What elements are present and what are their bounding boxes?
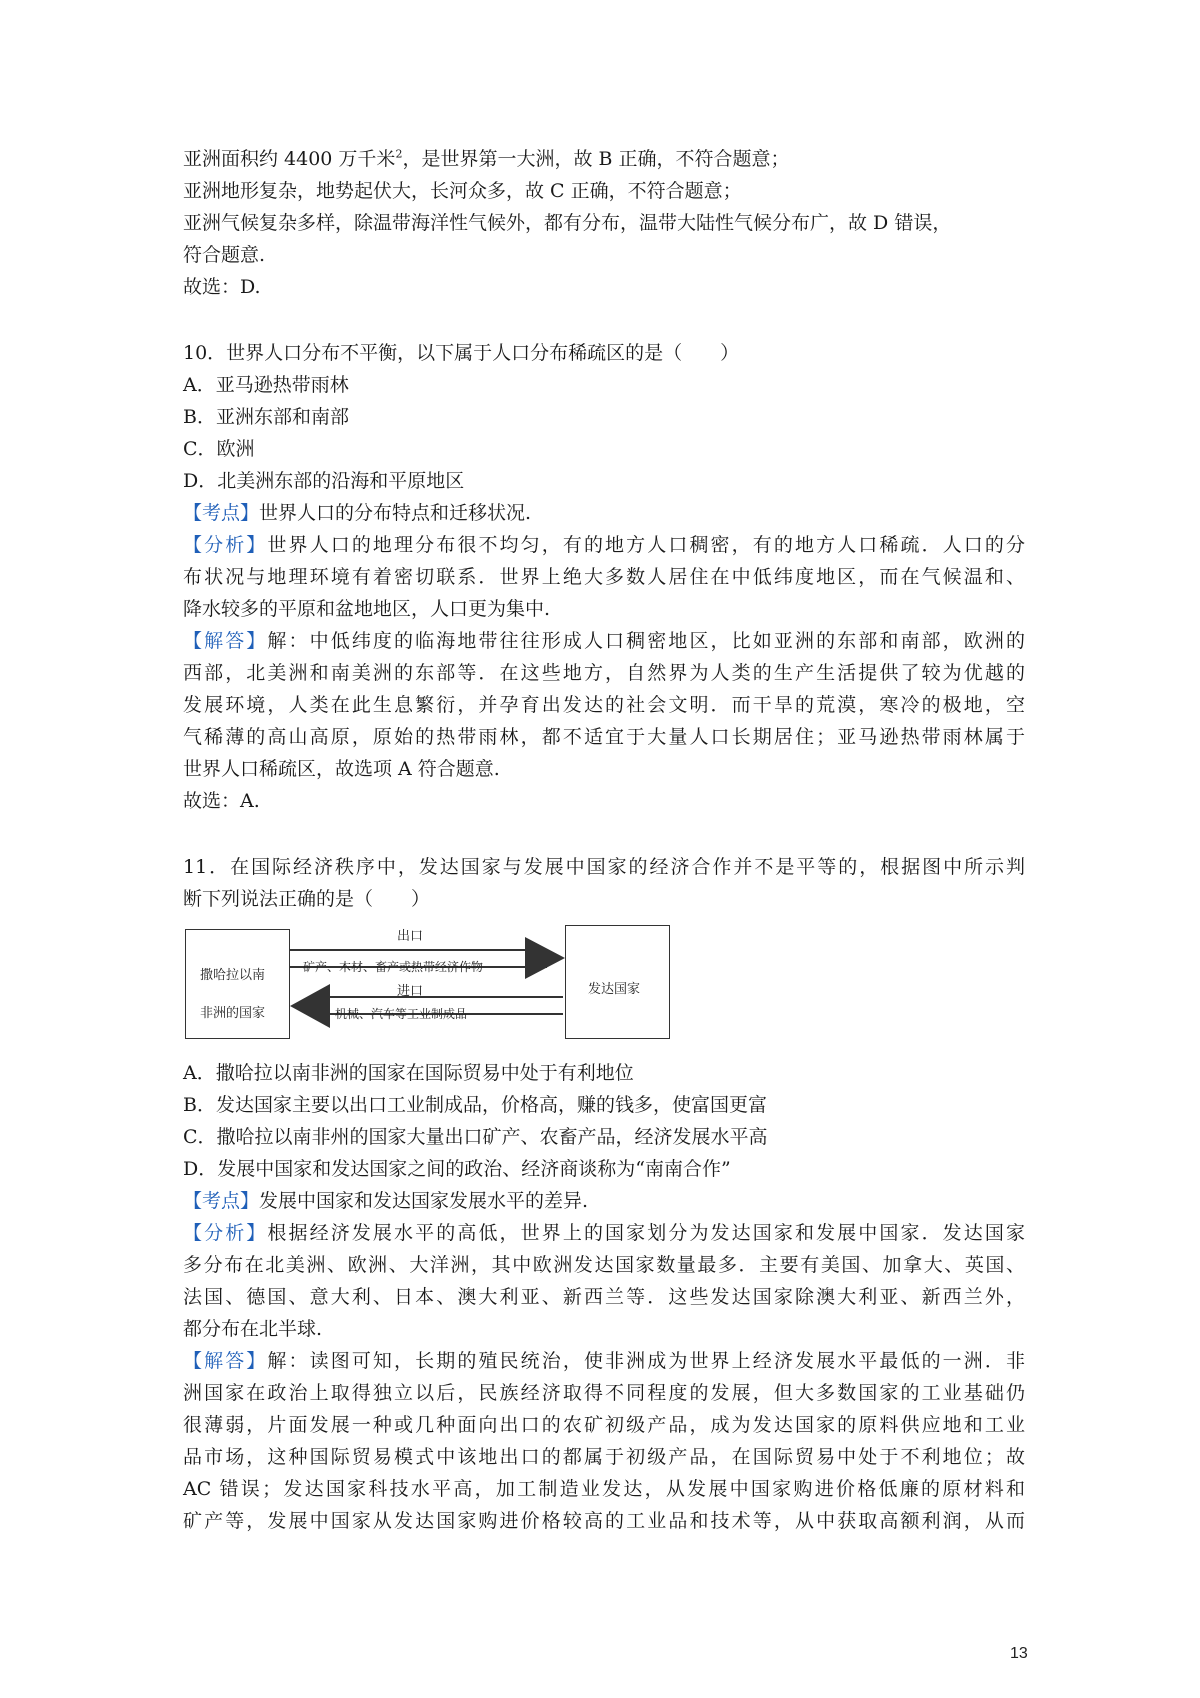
text-line xyxy=(183,143,1025,175)
africa-box-label: 非洲的国家 xyxy=(200,1006,266,1021)
text-line: 符合题意. xyxy=(183,244,266,266)
option-c: C．撒哈拉以南非州的国家大量出口矿产、农畜产品，经济发展水平高 xyxy=(183,1126,768,1148)
question-11-cont: 断下列说法正确的是（ ） xyxy=(183,888,431,910)
trade-diagram xyxy=(185,919,710,1047)
fenxi-line: 布状况与地理环境有着密切联系．世界上绝大多数人居住在中低纬度地区，而在气候温和、 xyxy=(183,566,1025,588)
kaodian-text: 世界人口的分布特点和迁移状况. xyxy=(259,502,532,524)
africa-box xyxy=(185,929,290,1039)
answer-line: 故选：D. xyxy=(183,276,261,298)
option-d: D．发展中国家和发达国家之间的政治、经济商谈称为“南南合作” xyxy=(183,1158,731,1180)
jieda-text: 解：中低纬度的临海地带往往形成人口稠密地区，比如亚洲的东部和南部，欧洲的 xyxy=(267,630,1025,652)
fenxi-tag: 【分析】 xyxy=(183,1222,268,1244)
export-items: 矿产、木材、畜产或热带经济作物 xyxy=(303,960,484,974)
fenxi-line: 法国、德国、意大利、日本、澳大利亚、新西兰等．这些发达国家除澳大利亚、新西兰外， xyxy=(183,1286,1025,1308)
export-arrowhead xyxy=(525,937,565,979)
jieda-line: 品市场，这种国际贸易模式中该地出口的都属于初级产品，在国际贸易中处于不利地位；故 xyxy=(183,1446,1025,1468)
fenxi-text: 根据经济发展水平的高低，世界上的国家划分为发达国家和发展中国家．发达国家 xyxy=(267,1222,1025,1244)
text-segment: 亚洲面积约 4400 万千米 xyxy=(183,148,396,170)
option-b: B．发达国家主要以出口工业制成品，价格高，赚的钱多，使富国更富 xyxy=(183,1094,767,1116)
fenxi-text: 世界人口的地理分布很不均匀，有的地方人口稠密，有的地方人口稀疏．人口的分 xyxy=(267,534,1025,556)
jieda-line xyxy=(183,1345,1025,1377)
answer-line: 故选：A. xyxy=(183,790,260,812)
kaodian-line xyxy=(183,1185,1025,1217)
jieda-line: 洲国家在政治上取得独立以后，民族经济取得不同程度的发展，但大多数国家的工业基础仍 xyxy=(183,1382,1025,1404)
page-content xyxy=(183,143,1025,1537)
option-d: D．北美洲东部的沿海和平原地区 xyxy=(183,470,465,492)
jieda-text: 解：读图可知，长期的殖民统治，使非洲成为世界上经济发展水平最低的一洲．非 xyxy=(267,1350,1025,1372)
option-a: A．撒哈拉以南非洲的国家在国际贸易中处于有利地位 xyxy=(183,1062,634,1084)
question-11: 11．在国际经济秩序中，发达国家与发展中国家的经济合作并不是平等的，根据图中所示判 xyxy=(183,856,1025,878)
jieda-line xyxy=(183,625,1025,657)
import-items: 机械、汽车等工业制成品 xyxy=(335,1007,468,1021)
jieda-line: 很薄弱，片面发展一种或几种面向出口的农矿初级产品，成为发达国家的原料供应地和工业 xyxy=(183,1414,1025,1436)
option-c: C．欧洲 xyxy=(183,438,255,460)
question-10: 10．世界人口分布不平衡，以下属于人口分布稀疏区的是（ ） xyxy=(183,342,740,364)
jieda-line: 西部，北美洲和南美洲的东部等．在这些地方，自然界为人类的生产生活提供了较为优越的 xyxy=(183,662,1025,684)
fenxi-line: 都分布在北半球. xyxy=(183,1318,323,1340)
fenxi-line: 多分布在北美洲、欧洲、大洋洲，其中欧洲发达国家数量最多．主要有美国、加拿大、英国、 xyxy=(183,1254,1025,1276)
kaodian-text: 发展中国家和发达国家发展水平的差异. xyxy=(259,1190,589,1212)
page-number: 13 xyxy=(1010,1645,1028,1662)
jieda-line: 发展环境，人类在此生息繁衍，并孕育出发达的社会文明．而干旱的荒漠，寒冷的极地，空 xyxy=(183,694,1025,716)
kaodian-tag: 【考点】 xyxy=(183,1190,260,1212)
developed-box xyxy=(565,925,670,1039)
jieda-tag: 【解答】 xyxy=(183,630,268,652)
jieda-line: 矿产等，发展中国家从发达国家购进价格较高的工业品和技术等，从中获取高额利润，从而 xyxy=(183,1510,1025,1532)
spacer xyxy=(183,817,1025,851)
import-label: 进口 xyxy=(397,984,424,999)
export-label: 出口 xyxy=(397,929,424,944)
kaodian-tag: 【考点】 xyxy=(183,502,260,524)
fenxi-line xyxy=(183,1217,1025,1249)
developed-box-label: 发达国家 xyxy=(588,982,641,997)
fenxi-tag: 【分析】 xyxy=(183,534,268,556)
fenxi-line xyxy=(183,529,1025,561)
text-line: 亚洲地形复杂，地势起伏大，长河众多，故 C 正确，不符合题意； xyxy=(183,180,742,202)
jieda-line: 气稀薄的高山高原，原始的热带雨林，都不适宜于大量人口长期居住；亚马逊热带雨林属于 xyxy=(183,726,1025,748)
fenxi-line: 降水较多的平原和盆地地区，人口更为集中. xyxy=(183,598,551,620)
option-b: B．亚洲东部和南部 xyxy=(183,406,349,428)
africa-box-label: 撒哈拉以南 xyxy=(200,968,266,983)
jieda-tag: 【解答】 xyxy=(183,1350,268,1372)
jieda-line: 世界人口稀疏区，故选项 A 符合题意. xyxy=(183,758,500,780)
superscript: 2 xyxy=(395,147,403,161)
spacer xyxy=(183,303,1025,337)
import-arrowhead xyxy=(290,984,330,1028)
jieda-line: AC 错误；发达国家科技水平高，加工制造业发达，从发展中国家购进价格低廉的原材料和 xyxy=(183,1478,1025,1500)
text-segment: ，是世界第一大洲，故 B 正确，不符合题意； xyxy=(402,148,790,170)
text-line: 亚洲气候复杂多样，除温带海洋性气候外，都有分布，温带大陆性气候分布广，故 D 错误， xyxy=(183,212,952,234)
option-a: A．亚马逊热带雨林 xyxy=(183,374,349,396)
kaodian-line xyxy=(183,497,1025,529)
